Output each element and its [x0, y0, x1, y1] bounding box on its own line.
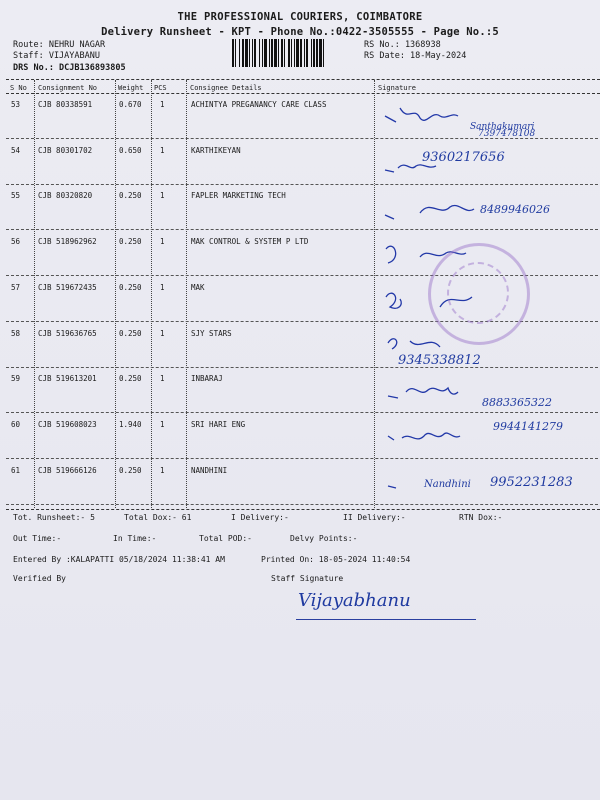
row-separator — [6, 184, 598, 185]
handwritten-signature — [380, 468, 490, 498]
row-consignee: ACHINTYA PREGANANCY CARE CLASS — [191, 100, 327, 109]
row-consignment-no: CJB 80320820 — [38, 191, 93, 200]
row-weight: 0.250 — [119, 329, 142, 338]
entered-by: Entered By :KALAPATTI 05/18/2024 11:38:41 AM — [13, 555, 225, 564]
handwritten-signature — [380, 422, 490, 452]
verified-by: Verified By — [13, 574, 66, 583]
row-consignee: INBARAJ — [191, 374, 223, 383]
column-divider — [186, 80, 187, 508]
row-separator — [6, 458, 598, 459]
row-sno: 60 — [11, 420, 21, 429]
row-consignee: MAK — [191, 283, 205, 292]
col-header-pcs: PCS — [154, 84, 167, 92]
total-pod: Total POD:- — [199, 534, 252, 543]
col-header-consignment: Consignment No — [38, 84, 98, 92]
signature-underline — [296, 619, 476, 620]
row-consignee: SRI HARI ENG — [191, 420, 246, 429]
row-sno: 55 — [11, 191, 21, 200]
col-header-weight: Weight — [118, 84, 144, 92]
runsheet-subtitle: Delivery Runsheet - KPT - Phone No.:0422-3505555 - Page No.:5 — [101, 26, 499, 38]
in-time: In Time:- — [113, 534, 157, 543]
row-weight: 1.940 — [119, 420, 142, 429]
row-sno: 59 — [11, 374, 21, 383]
company-title: THE PROFESSIONAL COURIERS, COIMBATORE — [177, 11, 423, 23]
staff-signature: Vijayabhanu — [298, 590, 411, 611]
column-divider — [115, 80, 116, 508]
row-weight: 0.250 — [119, 374, 142, 383]
row-weight: 0.650 — [119, 146, 142, 155]
column-divider — [151, 80, 152, 508]
signature-phone: 9952231283 — [490, 475, 573, 490]
drs-label: DRS No.: DCJB136893805 — [13, 63, 126, 73]
column-divider — [374, 80, 375, 508]
rs-number: RS No.: 1368938 — [364, 40, 441, 50]
row-weight: 0.670 — [119, 100, 142, 109]
handwritten-signature — [380, 102, 490, 132]
rs-date: RS Date: 18-May-2024 — [364, 51, 467, 61]
row-consignment-no: CJB 80338591 — [38, 100, 93, 109]
row-consignment-no: CJB 519666126 — [38, 466, 97, 475]
row-sno: 53 — [11, 100, 21, 109]
col-header-signature: Signature — [378, 84, 416, 92]
row-pcs: 1 — [160, 237, 165, 246]
signature-phone: 9944141279 — [493, 420, 563, 433]
signature-name: Nandhini — [424, 479, 471, 490]
row-pcs: 1 — [160, 329, 165, 338]
row-separator — [6, 229, 598, 230]
row-weight: 0.250 — [119, 237, 142, 246]
col-header-sno: S No — [10, 84, 27, 92]
row-pcs: 1 — [160, 283, 165, 292]
table-top-rule — [6, 79, 600, 80]
row-weight: 0.250 — [119, 283, 142, 292]
row-separator — [6, 504, 598, 505]
row-sno: 58 — [11, 329, 21, 338]
row-pcs: 1 — [160, 374, 165, 383]
printed-on: Printed On: 18-05-2024 11:40:54 — [261, 555, 411, 564]
column-divider — [34, 80, 35, 508]
row-separator — [6, 367, 598, 368]
row-consignment-no: CJB 80301702 — [38, 146, 93, 155]
official-stamp — [428, 243, 530, 345]
total-runsheet: Tot. Runsheet:- 5 — [13, 513, 95, 522]
signature-phone: 9360217656 — [422, 150, 505, 165]
row-consignee: FAPLER MARKETING TECH — [191, 191, 286, 200]
row-consignment-no: CJB 519608023 — [38, 420, 97, 429]
row-weight: 0.250 — [119, 466, 142, 475]
i-delivery: I Delivery:- — [231, 513, 289, 522]
staff-signature-label: Staff Signature — [271, 574, 344, 583]
row-consignment-no: CJB 518962962 — [38, 237, 97, 246]
row-consignee: NANDHINI — [191, 466, 228, 475]
row-pcs: 1 — [160, 466, 165, 475]
row-consignment-no: CJB 519672435 — [38, 283, 97, 292]
route-label: Route: NEHRU NAGAR — [13, 40, 106, 50]
rtn-dox: RTN Dox:- — [459, 513, 503, 522]
row-pcs: 1 — [160, 420, 165, 429]
signature-name: Santhakumari — [470, 122, 535, 132]
signature-phone: 8883365322 — [482, 396, 552, 409]
row-consignee: SJY STARS — [191, 329, 232, 338]
staff-label: Staff: VIJAYABANU — [13, 51, 100, 61]
row-sno: 57 — [11, 283, 21, 292]
row-consignment-no: CJB 519636765 — [38, 329, 97, 338]
header-rule — [6, 93, 600, 94]
total-dox: Total Dox:- 61 — [124, 513, 192, 522]
signature-phone: 8489946026 — [480, 203, 550, 216]
col-header-consignee: Consignee Details — [190, 84, 262, 92]
row-consignee: MAK CONTROL & SYSTEM P LTD — [191, 237, 309, 246]
row-consignment-no: CJB 519613201 — [38, 374, 97, 383]
row-pcs: 1 — [160, 100, 165, 109]
row-sno: 61 — [11, 466, 21, 475]
signature-phone: 7397478108 — [478, 129, 536, 139]
delivery-points: Delvy Points:- — [290, 534, 358, 543]
row-pcs: 1 — [160, 191, 165, 200]
row-separator — [6, 412, 598, 413]
handwritten-signature — [380, 376, 490, 406]
signature-phone: 9345338812 — [398, 353, 481, 368]
row-pcs: 1 — [160, 146, 165, 155]
ii-delivery: II Delivery:- — [343, 513, 406, 522]
row-sno: 56 — [11, 237, 21, 246]
barcode — [230, 39, 358, 67]
row-consignee: KARTHIKEYAN — [191, 146, 241, 155]
row-separator — [6, 138, 598, 139]
table-bottom-rule — [6, 509, 600, 510]
handwritten-signature — [380, 148, 490, 178]
handwritten-signature — [380, 193, 490, 223]
row-sno: 54 — [11, 146, 21, 155]
out-time: Out Time:- — [13, 534, 62, 543]
row-weight: 0.250 — [119, 191, 142, 200]
